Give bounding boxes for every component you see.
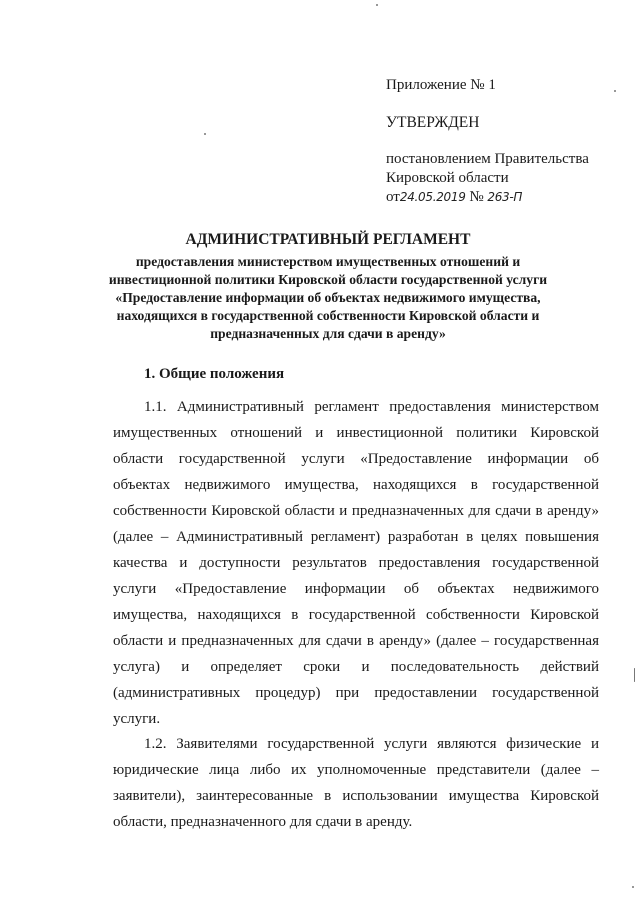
scan-speck: [614, 90, 616, 92]
annex-label: Приложение № 1: [386, 77, 496, 93]
title-subtitle: предоставления министерством имущественных отношений и инвестиционной политики Кировской области государственной услуги «Предоставление информации об объектах недвижимого имущества, находящихся в государственной собственности Кировской области и предназначенных для сдачи в аренду»: [108, 254, 548, 341]
approved-label: УТВЕРЖДЕН: [386, 114, 480, 131]
paragraph-1-1: 1.1. Административный регламент предоставления министерством имущественных отношений и инвестиционной политики Кировской области государственной услуги «Предоставление информации об объектах недвижимого имущества, находящихся в государственной собственности Кировской области и предназначенных для сдачи в аренду» (далее – Административный регламент) разработан в целях повышения качества и доступности результатов предоставления государственной услуги «Предоставление информации об объектах недвижимого имущества, находящихся в государственной собственности Кировской области и предназначенных для сдачи в аренду» (далее – государственная услуга) и определяет сроки и последовательность действий (административных процедур) при предоставлении государственной услуги.: [113, 399, 599, 727]
handwritten-number: 263-П: [487, 190, 523, 204]
scan-speck: [204, 133, 206, 135]
section-heading: 1. Общие положения: [144, 366, 285, 382]
scan-speck: [376, 4, 378, 6]
title-main: АДМИНИСТРАТИВНЫЙ РЕГЛАМЕНТ: [185, 231, 471, 248]
scan-speck: [634, 668, 635, 682]
date-prefix: от: [386, 189, 400, 205]
approval-region-line: Кировской области: [386, 170, 509, 186]
approval-date-number-line: [386, 188, 626, 207]
approval-resolution-line: постановлением Правительства: [386, 151, 589, 167]
handwritten-date: 24.05.2019: [399, 190, 466, 204]
number-prefix: №: [469, 189, 484, 205]
scan-speck: [632, 886, 634, 888]
document-title: [96, 231, 560, 343]
paragraph-1-2: 1.2. Заявителями государственной услуги являются физические и юридические лица либо их уполномоченные представители (далее – заявители), заинтересованные в использовании имущества Кировской области, предназначенного для сдачи в аренду.: [113, 736, 599, 830]
approval-block: [386, 76, 626, 207]
